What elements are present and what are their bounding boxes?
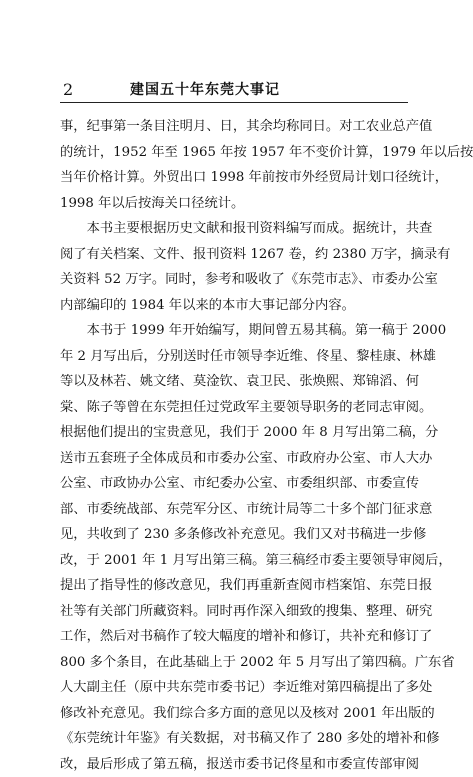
text-line: 棠、陈子等曾在东莞担任过党政军主要领导职务的老同志审阅。 bbox=[60, 395, 410, 421]
running-title: 建国五十年东莞大事记 bbox=[130, 81, 280, 99]
text-line: 年 2 月写出后，分别送时任市领导李近维、佟星、黎桂康、林雄 bbox=[60, 344, 410, 370]
text-line: 关资料 52 万字。同时，参考和吸收了《东莞市志》、市委办公室 bbox=[60, 267, 410, 293]
text-line: 阅了有关档案、文件、报刊资料 1267 卷，约 2380 万字，摘录有 bbox=[60, 242, 410, 268]
text-line: 公室、市政协办公室、市纪委办公室、市委组织部、市委宣传 bbox=[60, 471, 410, 497]
text-line: 根据他们提出的宝贵意见，我们于 2000 年 8 月写出第二稿，分 bbox=[60, 420, 410, 446]
text-line: 本书主要根据历史文献和报刊资料编写而成。据统计，共查 bbox=[60, 216, 410, 242]
text-line: 改，最后形成了第五稿，报送市委书记佟星和市委宣传部审阅 bbox=[60, 752, 410, 777]
text-line: 工作，然后对书稿作了较大幅度的增补和修订，共补充和修订了 bbox=[60, 624, 410, 650]
text-line: 当年价格计算。外贸出口 1998 年前按市外经贸局计划口径统计， bbox=[60, 165, 410, 191]
text-line: 内部编印的 1984 年以来的本市大事记部分内容。 bbox=[60, 293, 410, 319]
text-line: 社等有关部门所藏资料。同时再作深入细致的搜集、整理、研究 bbox=[60, 599, 410, 625]
text-line: 等以及林若、姚文绪、莫淦钦、袁卫民、张焕熙、郑锦滔、何 bbox=[60, 369, 410, 395]
text-line: 事，纪事第一条目注明月、日，其余均称同日。对工农业总产值 bbox=[60, 114, 410, 140]
text-line: 800 多个条目，在此基础上于 2002 年 5 月写出了第四稿。广东省 bbox=[60, 650, 410, 676]
text-line: 人大副主任（原中共东莞市委书记）李近维对第四稿提出了多处 bbox=[60, 675, 410, 701]
text-line: 提出了指导性的修改意见，我们再重新查阅市档案馆、东莞日报 bbox=[60, 573, 410, 599]
body-text bbox=[60, 114, 410, 777]
text-line: 修改补充意见。我们综合多方面的意见以及核对 2001 年出版的 bbox=[60, 701, 410, 727]
text-line: 的统计，1952 年至 1965 年按 1957 年不变价计算，1979 年以后按 bbox=[60, 140, 410, 166]
text-line: 改，于 2001 年 1 月写出第三稿。第三稿经市委主要领导审阅后， bbox=[60, 548, 410, 574]
page-header bbox=[60, 80, 408, 103]
text-line: 部、市委统战部、东莞军分区、市统计局等二十多个部门征求意 bbox=[60, 497, 410, 523]
text-line: 送市五套班子全体成员和市委办公室、市政府办公室、市人大办 bbox=[60, 446, 410, 472]
text-line: 1998 年以后按海关口径统计。 bbox=[60, 191, 410, 217]
page-number: 2 bbox=[63, 80, 73, 100]
text-line: 见，共收到了 230 多条修改补充意见。我们又对书稿进一步修 bbox=[60, 522, 410, 548]
text-line: 本书于 1999 年开始编写，期间曾五易其稿。第一稿于 2000 bbox=[60, 318, 410, 344]
text-line: 《东莞统计年鉴》有关数据，对书稿又作了 280 多处的增补和修 bbox=[60, 726, 410, 752]
